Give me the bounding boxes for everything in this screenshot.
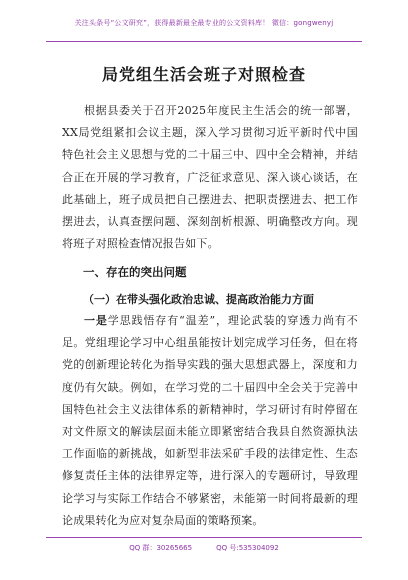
header-divider	[46, 41, 362, 42]
paragraph-body: 学思践悟存有“温差”，理论武装的穿透力尚有不足。党组理论学习中心组虽能按计划完成学习任务，但在将党的创新理论转化为指导实践的强大思想武器上，深度和力度仍有欠缺。例如，在学习党的二十届四中全会关于完善中国特色社会主义法律体系的新精神时，学习研讨有时停留在对文件原文的解读层面未能立即紧密结合我县自然资源执法工作面临的新挑战，如新型非法采矿手段的法律定性、生态修复责任主体的法律界定等，进行深入的专题研讨，导致理论学习与实际工作结合不够紧密，未能第一时间将最新的理论成果转化为应对复杂局面的策略预案。	[62, 314, 358, 527]
footer-divider	[46, 537, 362, 538]
document-title: 局党组生活会班子对照检查	[101, 65, 306, 84]
qq-group: QQ 群：30265665	[129, 544, 193, 552]
paragraph-lead: 一是	[84, 314, 108, 327]
qq-number: QQ 号:535304092	[216, 544, 279, 552]
footer	[0, 543, 408, 553]
header-banner: 关注头条号“公文研究”，获得最新最全最专业的公文资料库！ 微信：gongwenyj	[74, 19, 334, 27]
problem-paragraph	[62, 310, 358, 532]
section-heading: 一、存在的突出问题	[83, 265, 187, 279]
subsection-heading: （一）在带头强化政治忠诚、提高政治能力方面	[83, 293, 314, 306]
intro-paragraph: 根据县委关于召开2025年度民主生活会的统一部署，XX局党组紧扣会议主题，深入学习贯彻习近平新时代中国特色社会主义思想与党的二十届三中、四中全会精神，并结合正在开展的学习教育，广泛征求意见、深入谈心谈话，在此基础上，班子成员把自己摆进去、把职责摆进去、把工作摆进去，认真查摆问题、深刻剖析根源、明确整改方向。现将班子对照检查情况报告如下。	[62, 104, 358, 251]
